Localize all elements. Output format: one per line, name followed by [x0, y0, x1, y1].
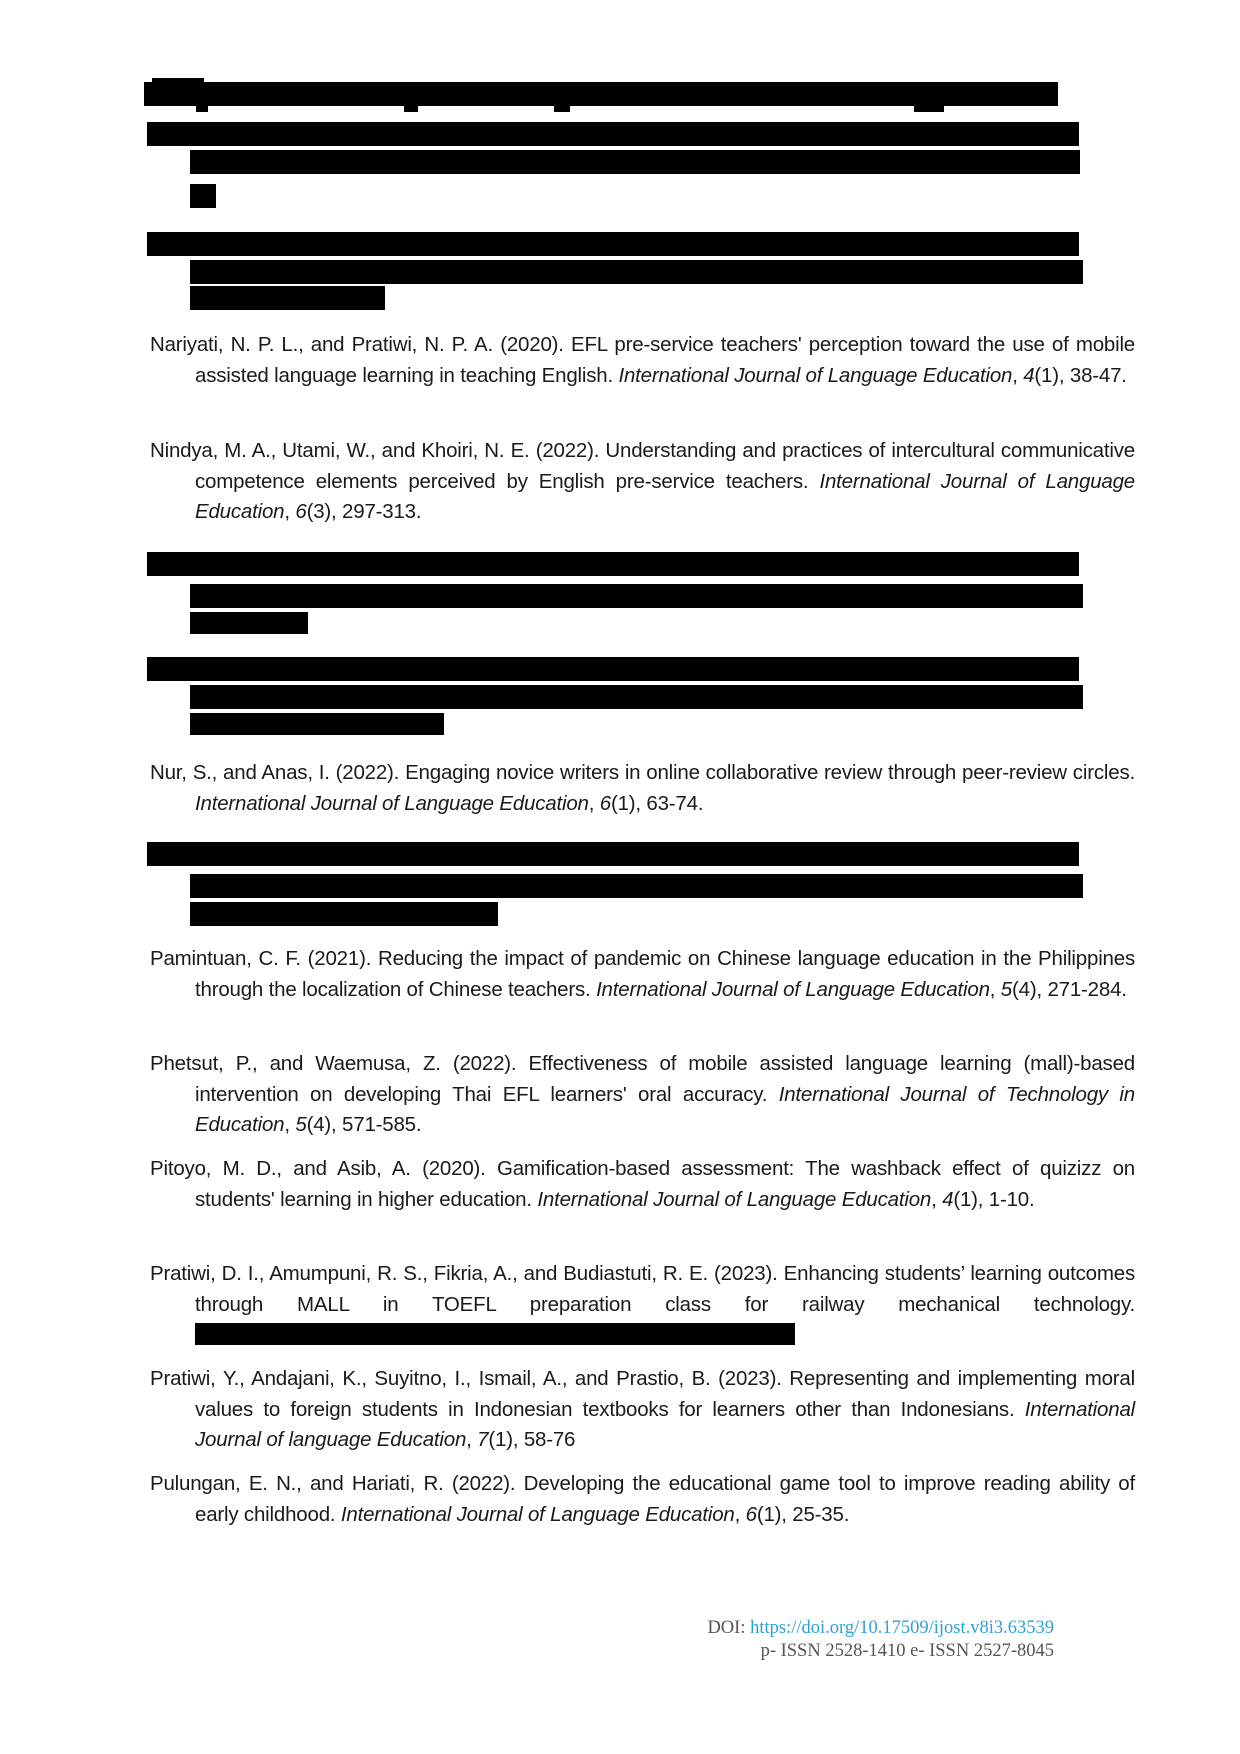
- reference-volume: 7: [477, 1428, 489, 1451]
- reference-volume: 4: [1023, 363, 1035, 387]
- redacted-reference: [147, 838, 1087, 926]
- reference-title: Gamification-based assessment: The washback effect of quizizz on students' learning in higher education.: [195, 1157, 1135, 1211]
- reference-title: Effectiveness of mobile assisted language learning (mall)-based intervention on developing Thai EFL learners' oral accuracy.: [195, 1052, 1135, 1106]
- reference-authors: Nindya, M. A., Utami, W., and Khoiri, N. E. (2022).: [150, 439, 606, 462]
- reference-journal: International Journal of Language Education: [618, 363, 1013, 387]
- reference-volume: 6: [295, 500, 307, 523]
- reference-journal: International Journal of language Education: [195, 1397, 1135, 1451]
- reference-authors: Pamintuan, C. F. (2021).: [150, 947, 378, 970]
- redacted-reference: [147, 655, 1087, 739]
- redacted-reference: [144, 78, 1084, 114]
- redacted-reference: [147, 230, 1087, 312]
- reference-pages: (1), 58-76: [488, 1428, 576, 1451]
- reference-title: Developing the educational game tool to improve reading ability of early childhood.: [195, 1472, 1135, 1526]
- reference-pages: (4), 271-284.: [1012, 977, 1127, 1001]
- redacted-reference: [147, 550, 1087, 634]
- reference-title: Representing and implementing moral values to foreign students in Indonesian textbooks for learners other than Indonesians.: [195, 1367, 1135, 1421]
- reference-title: Reducing the impact of pandemic on Chinese language education in the Philippines through the localization of Chinese teachers.: [195, 947, 1135, 1001]
- reference-volume: 6: [745, 1502, 757, 1526]
- reference-title: Understanding and practices of intercultural communicative competence elements perceived by English pre-service teachers.: [195, 439, 1135, 493]
- reference-entry: [150, 1259, 1135, 1351]
- reference-pages: (3), 297-313.: [306, 500, 422, 523]
- redacted-reference: [147, 120, 1087, 210]
- reference-volume: 5: [1000, 977, 1012, 1001]
- reference-authors: Phetsut, P., and Waemusa, Z. (2022).: [150, 1052, 529, 1075]
- reference-pages: (1), 38-47.: [1034, 363, 1127, 387]
- reference-journal: International Journal of Language Education: [596, 977, 990, 1001]
- reference-journal: International Journal of Language Education: [195, 469, 1135, 523]
- doi-line: [707, 1617, 1054, 1640]
- reference-entry: Pitoyo, M. D., and Asib, A. (2020). Gamification-based assessment: The washback effect of quizizz on students' learning in higher education. International Journal of Language Education, 4(1), 1-10.: [150, 1157, 1135, 1211]
- reference-journal: International Journal of Technology in Education: [195, 1082, 1135, 1136]
- reference-entry: Phetsut, P., and Waemusa, Z. (2022). Effectiveness of mobile assisted language learning (mall)-based intervention on developing Thai EFL learners' oral accuracy. International Journal of Technology in Education, 5(4), 571-585.: [150, 1052, 1135, 1136]
- reference-pages: (1), 1-10.: [953, 1187, 1035, 1211]
- page-footer: [707, 1617, 1054, 1663]
- redacted-journal-info: [195, 1323, 795, 1345]
- doi-label: DOI:: [707, 1618, 751, 1638]
- reference-entry: Nur, S., and Anas, I. (2022). Engaging novice writers in online collaborative review through peer-review circles. International Journal of Language Education, 6(1), 63-74.: [150, 761, 1135, 815]
- reference-entry: Nariyati, N. P. L., and Pratiwi, N. P. A. (2020). EFL pre-service teachers' perception toward the use of mobile assisted language learning in teaching English. International Journal of Language Education, 4(1), 38-47.: [150, 333, 1136, 387]
- reference-journal: International Journal of Language Education: [195, 791, 589, 815]
- reference-entry: Pratiwi, Y., Andajani, K., Suyitno, I., Ismail, A., and Prastio, B. (2023). Representing and implementing moral values to foreign students in Indonesian textbooks for learners other than Indonesians. International Journal of language Education, 7(1), 58-76: [150, 1367, 1135, 1451]
- reference-authors: Pratiwi, D. I., Amumpuni, R. S., Fikria, A., and Budiastuti, R. E. (2023).: [150, 1262, 784, 1285]
- reference-authors: Nur, S., and Anas, I. (2022).: [150, 761, 406, 784]
- reference-journal: International Journal of Language Education: [537, 1187, 932, 1211]
- reference-pages: (1), 25-35.: [756, 1502, 850, 1526]
- reference-entry: Pamintuan, C. F. (2021). Reducing the impact of pandemic on Chinese language education in the Philippines through the localization of Chinese teachers. International Journal of Language Education, 5(4), 271-284.: [150, 947, 1135, 1001]
- reference-authors: Pitoyo, M. D., and Asib, A. (2020).: [150, 1157, 497, 1180]
- reference-title: Enhancing students’ learning outcomes through MALL in TOEFL preparation class for railway mechanical technology.: [195, 1262, 1135, 1316]
- reference-entry: Nindya, M. A., Utami, W., and Khoiri, N. E. (2022). Understanding and practices of intercultural communicative competence elements perceived by English pre-service teachers. International Journal of Language Education, 6(3), 297-313.: [150, 439, 1135, 523]
- reference-volume: 5: [295, 1113, 307, 1136]
- reference-journal: International Journal of Language Education: [340, 1502, 735, 1526]
- issn-line: p- ISSN 2528-1410 e- ISSN 2527-8045: [760, 1641, 1054, 1661]
- reference-volume: 4: [942, 1187, 954, 1211]
- reference-authors: Pratiwi, Y., Andajani, K., Suyitno, I., Ismail, A., and Prastio, B. (2023).: [150, 1367, 790, 1390]
- reference-authors: Pulungan, E. N., and Hariati, R. (2022).: [150, 1472, 524, 1495]
- reference-title: Engaging novice writers in online collaborative review through peer-review circles.: [405, 761, 1135, 784]
- reference-pages: (1), 63-74.: [610, 791, 704, 815]
- reference-authors: Nariyati, N. P. L., and Pratiwi, N. P. A. (2020).: [150, 333, 571, 356]
- reference-volume: 6: [599, 791, 611, 815]
- reference-entry: Pulungan, E. N., and Hariati, R. (2022). Developing the educational game tool to improve reading ability of early childhood. International Journal of Language Education, 6(1), 25-35.: [150, 1472, 1135, 1526]
- reference-pages: (4), 571-585.: [306, 1113, 422, 1136]
- doi-link[interactable]: https://doi.org/10.17509/ijost.v8i3.63539: [750, 1618, 1054, 1638]
- reference-title: EFL pre-service teachers' perception toward the use of mobile assisted language learning in teaching English.: [195, 333, 1136, 387]
